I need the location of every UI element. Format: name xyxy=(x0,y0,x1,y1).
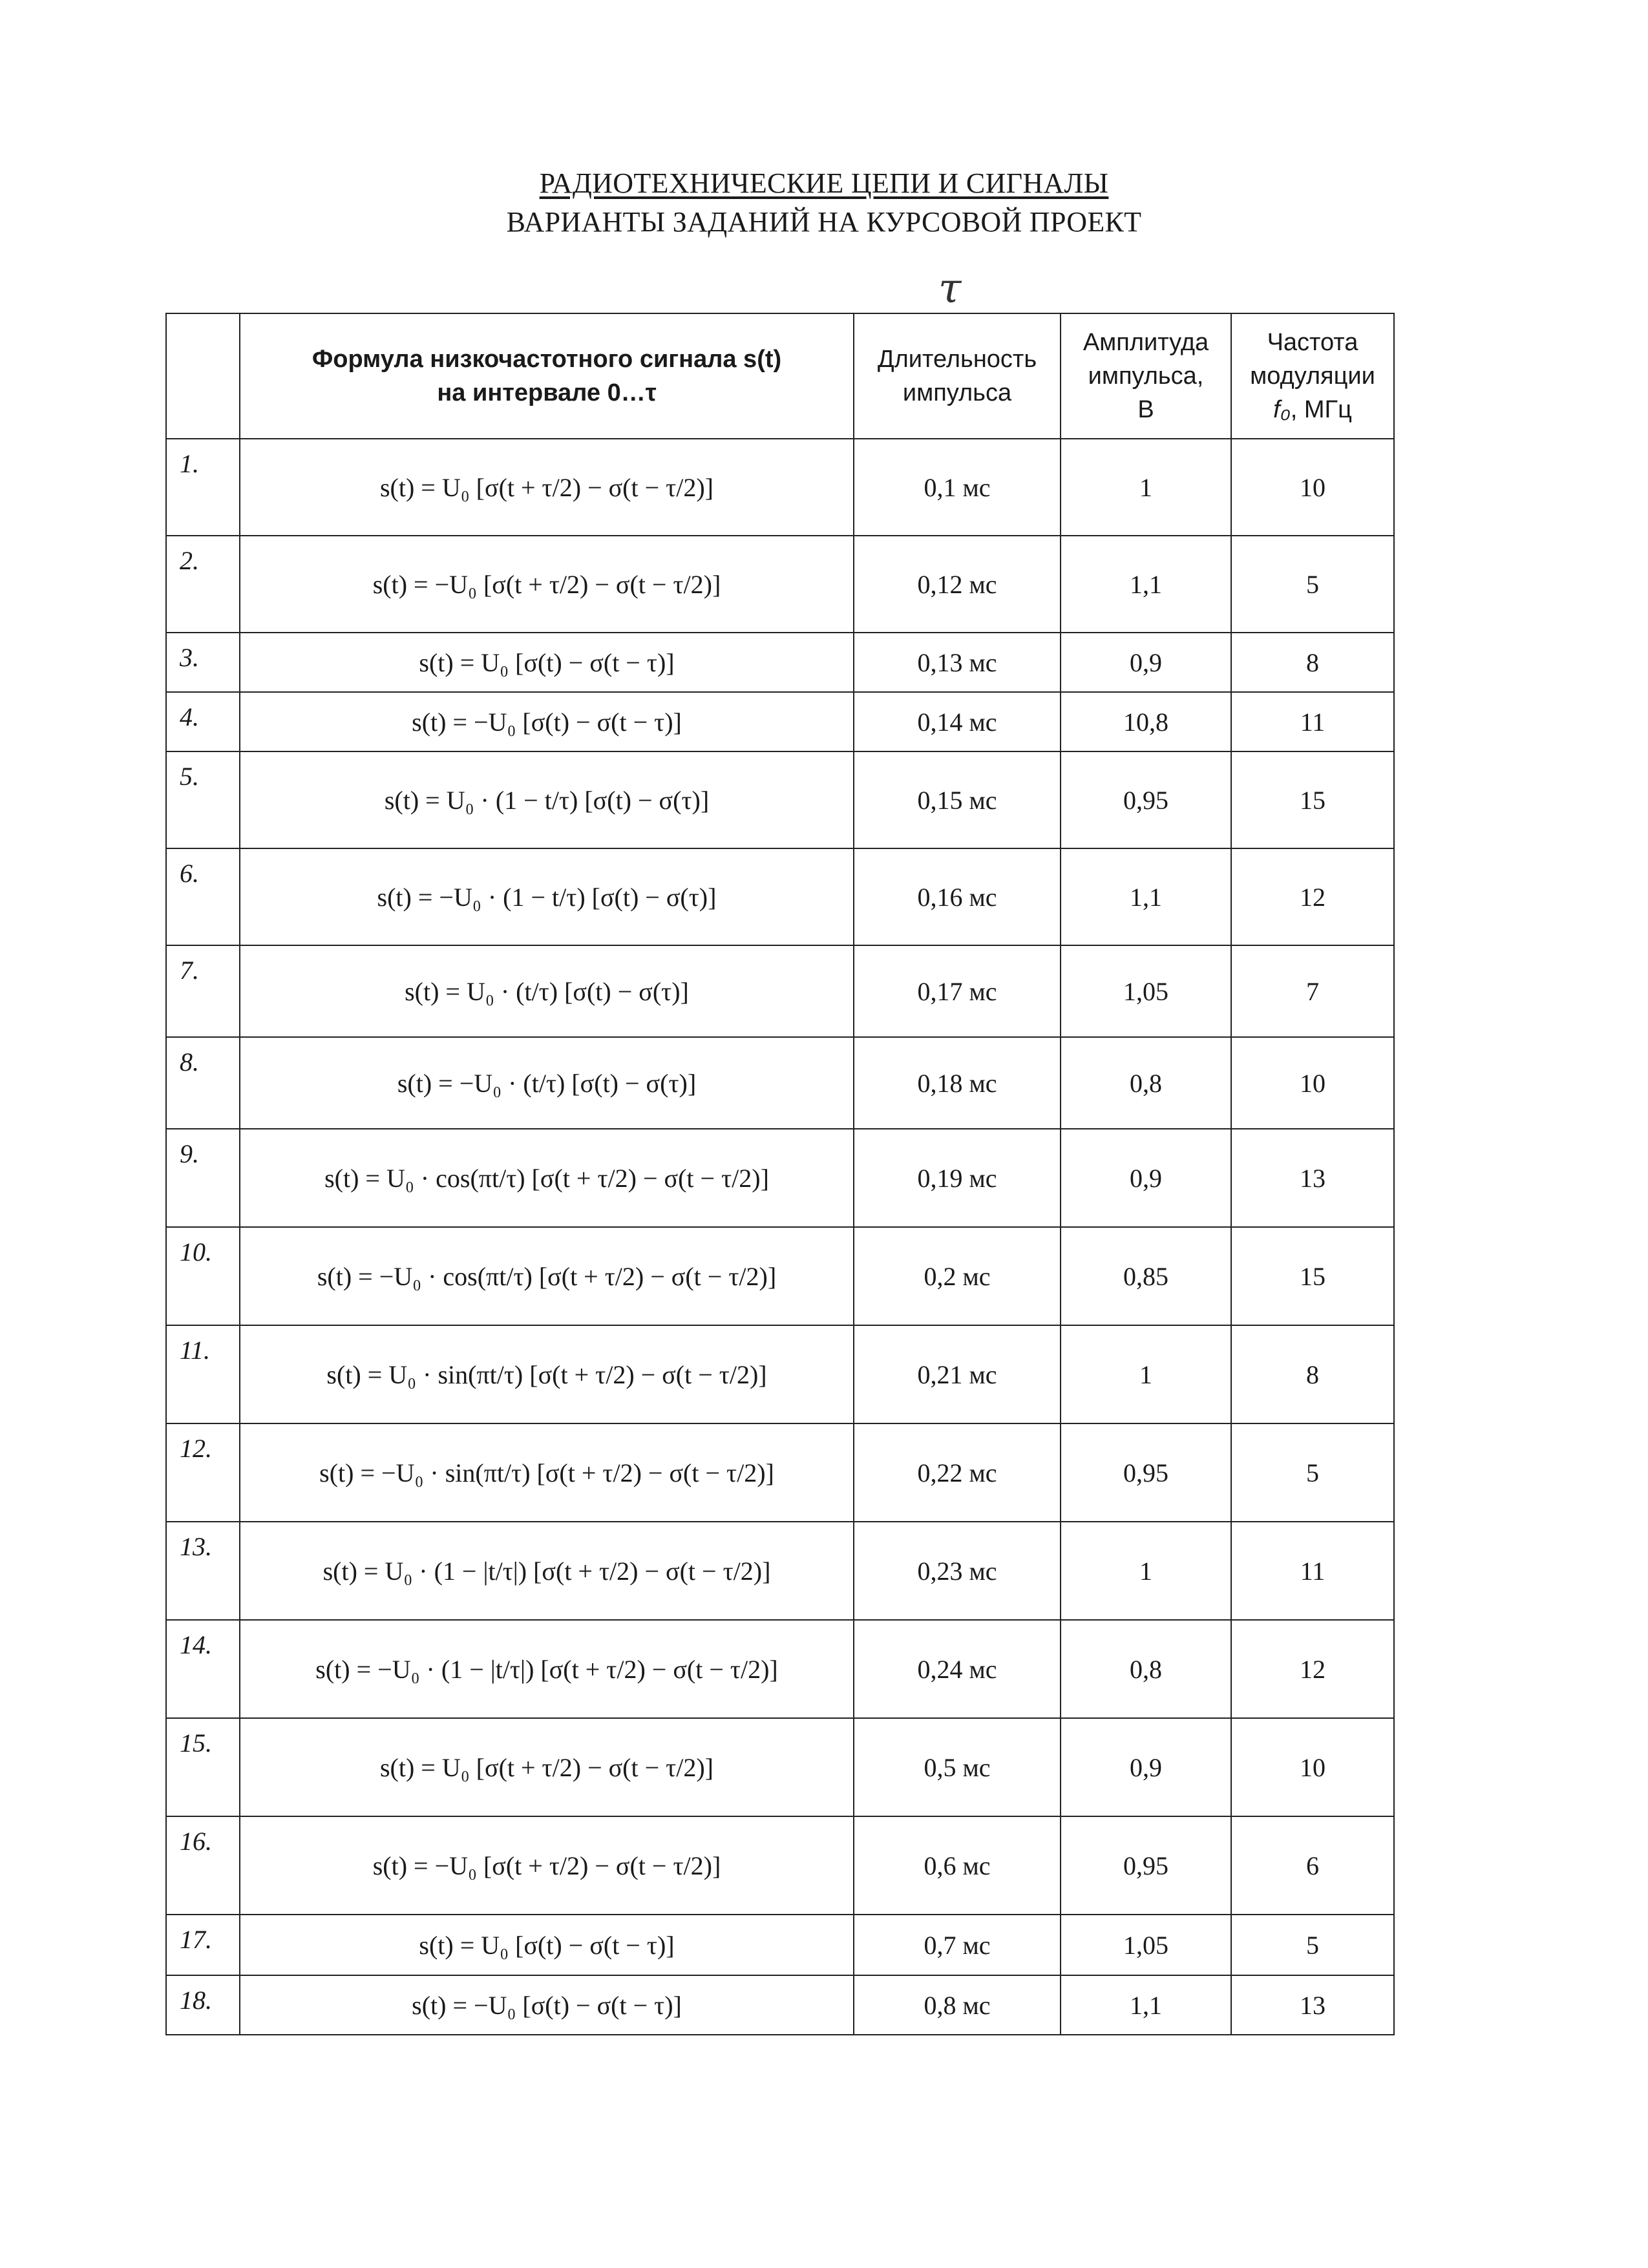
row-duration: 0,21 мс xyxy=(854,1325,1061,1423)
row-number: 16. xyxy=(166,1816,240,1915)
header-amplitude: Амплитуда импульса, В xyxy=(1061,313,1231,439)
row-number: 15. xyxy=(166,1718,240,1816)
table-row xyxy=(166,1718,1394,1816)
row-duration: 0,18 мс xyxy=(854,1037,1061,1129)
row-frequency: 13 xyxy=(1231,1129,1394,1227)
row-amplitude: 1,1 xyxy=(1061,536,1231,633)
row-number: 13. xyxy=(166,1522,240,1620)
row-duration: 0,13 мс xyxy=(854,633,1061,692)
header-duration: Длительность импульса xyxy=(854,313,1061,439)
row-frequency: 10 xyxy=(1231,439,1394,536)
row-frequency: 8 xyxy=(1231,633,1394,692)
row-number: 17. xyxy=(166,1915,240,1975)
row-number: 10. xyxy=(166,1227,240,1325)
row-duration: 0,1 мс xyxy=(854,439,1061,536)
row-number: 18. xyxy=(166,1975,240,2035)
row-amplitude: 1 xyxy=(1061,439,1231,536)
row-frequency: 12 xyxy=(1231,848,1394,945)
row-formula: s(t) = −U₀ [σ(t) − σ(t − τ)] xyxy=(240,692,854,751)
row-formula: s(t) = U₀ [σ(t) − σ(t − τ)] xyxy=(240,633,854,692)
row-frequency: 10 xyxy=(1231,1718,1394,1816)
row-number: 1. xyxy=(166,439,240,536)
table-row xyxy=(166,1816,1394,1915)
row-amplitude: 1 xyxy=(1061,1522,1231,1620)
row-formula: s(t) = U₀ · cos(πt/τ) [σ(t + τ/2) − σ(t − τ/2)] xyxy=(240,1129,854,1227)
row-duration: 0,19 мс xyxy=(854,1129,1061,1227)
row-amplitude: 1,1 xyxy=(1061,1975,1231,2035)
row-amplitude: 0,95 xyxy=(1061,751,1231,848)
table-row xyxy=(166,1975,1394,2035)
row-frequency: 13 xyxy=(1231,1975,1394,2035)
row-frequency: 15 xyxy=(1231,751,1394,848)
table-row xyxy=(166,1227,1394,1325)
row-number: 9. xyxy=(166,1129,240,1227)
table-row xyxy=(166,633,1394,692)
row-formula: s(t) = −U₀ [σ(t) − σ(t − τ)] xyxy=(240,1975,854,2035)
header-row xyxy=(166,313,1394,439)
row-amplitude: 0,95 xyxy=(1061,1816,1231,1915)
row-duration: 0,17 мс xyxy=(854,945,1061,1037)
row-formula: s(t) = −U₀ · (t/τ) [σ(t) − σ(τ)] xyxy=(240,1037,854,1129)
row-formula: s(t) = U₀ · (1 − t/τ) [σ(t) − σ(τ)] xyxy=(240,751,854,848)
row-frequency: 6 xyxy=(1231,1816,1394,1915)
row-amplitude: 1,1 xyxy=(1061,848,1231,945)
table-row xyxy=(166,1037,1394,1129)
row-number: 12. xyxy=(166,1423,240,1522)
table-row xyxy=(166,536,1394,633)
table-row xyxy=(166,1129,1394,1227)
table-row xyxy=(166,1522,1394,1620)
table-row xyxy=(166,1915,1394,1975)
table-row xyxy=(166,439,1394,536)
row-duration: 0,15 мс xyxy=(854,751,1061,848)
row-frequency: 11 xyxy=(1231,1522,1394,1620)
row-amplitude: 1,05 xyxy=(1061,945,1231,1037)
row-number: 14. xyxy=(166,1620,240,1718)
table-body xyxy=(166,439,1394,2035)
document-subtitle: ВАРИАНТЫ ЗАДАНИЙ НА КУРСОВОЙ ПРОЕКТ xyxy=(506,206,1142,238)
row-formula: s(t) = U₀ · sin(πt/τ) [σ(t + τ/2) − σ(t − τ/2)] xyxy=(240,1325,854,1423)
row-duration: 0,24 мс xyxy=(854,1620,1061,1718)
row-frequency: 12 xyxy=(1231,1620,1394,1718)
row-frequency: 10 xyxy=(1231,1037,1394,1129)
header-number xyxy=(166,313,240,439)
row-number: 8. xyxy=(166,1037,240,1129)
row-duration: 0,16 мс xyxy=(854,848,1061,945)
row-amplitude: 0,95 xyxy=(1061,1423,1231,1522)
row-amplitude: 0,8 xyxy=(1061,1037,1231,1129)
row-duration: 0,7 мс xyxy=(854,1915,1061,1975)
row-amplitude: 0,9 xyxy=(1061,633,1231,692)
row-formula: s(t) = −U₀ · (1 − t/τ) [σ(t) − σ(τ)] xyxy=(240,848,854,945)
row-formula: s(t) = −U₀ · cos(πt/τ) [σ(t + τ/2) − σ(t − τ/2)] xyxy=(240,1227,854,1325)
table-row xyxy=(166,1620,1394,1718)
row-duration: 0,12 мс xyxy=(854,536,1061,633)
row-formula: s(t) = −U₀ · sin(πt/τ) [σ(t + τ/2) − σ(t − τ/2)] xyxy=(240,1423,854,1522)
row-frequency: 7 xyxy=(1231,945,1394,1037)
row-number: 6. xyxy=(166,848,240,945)
row-duration: 0,23 мс xyxy=(854,1522,1061,1620)
row-frequency: 8 xyxy=(1231,1325,1394,1423)
header-formula: Формула низкочастотного сигнала s(t) на интервале 0…τ xyxy=(240,313,854,439)
row-amplitude: 1 xyxy=(1061,1325,1231,1423)
assignments-table xyxy=(165,313,1395,2035)
row-number: 2. xyxy=(166,536,240,633)
row-amplitude: 0,85 xyxy=(1061,1227,1231,1325)
row-formula: s(t) = −U₀ · (1 − |t/τ|) [σ(t + τ/2) − σ(t − τ/2)] xyxy=(240,1620,854,1718)
row-frequency: 5 xyxy=(1231,1423,1394,1522)
table-row xyxy=(166,692,1394,751)
row-duration: 0,22 мс xyxy=(854,1423,1061,1522)
document-title: РАДИОТЕХНИЧЕСКИЕ ЦЕПИ И СИГНАЛЫ xyxy=(539,167,1109,199)
row-formula: s(t) = −U₀ [σ(t + τ/2) − σ(t − τ/2)] xyxy=(240,1816,854,1915)
row-duration: 0,8 мс xyxy=(854,1975,1061,2035)
row-formula: s(t) = U₀ [σ(t) − σ(t − τ)] xyxy=(240,1915,854,1975)
row-frequency: 15 xyxy=(1231,1227,1394,1325)
row-duration: 0,6 мс xyxy=(854,1816,1061,1915)
row-frequency: 11 xyxy=(1231,692,1394,751)
row-duration: 0,5 мс xyxy=(854,1718,1061,1816)
row-number: 3. xyxy=(166,633,240,692)
row-frequency: 5 xyxy=(1231,1915,1394,1975)
row-formula: s(t) = U₀ · (t/τ) [σ(t) − σ(τ)] xyxy=(240,945,854,1037)
table-row xyxy=(166,848,1394,945)
handwritten-tau-mark: τ xyxy=(938,265,962,313)
row-formula: s(t) = U₀ [σ(t + τ/2) − σ(t − τ/2)] xyxy=(240,1718,854,1816)
row-formula: s(t) = U₀ · (1 − |t/τ|) [σ(t + τ/2) − σ(t − τ/2)] xyxy=(240,1522,854,1620)
header-frequency: Частота модуляции f₀, МГц xyxy=(1231,313,1394,439)
row-frequency: 5 xyxy=(1231,536,1394,633)
row-number: 5. xyxy=(166,751,240,848)
row-amplitude: 0,9 xyxy=(1061,1718,1231,1816)
row-number: 4. xyxy=(166,692,240,751)
row-number: 7. xyxy=(166,945,240,1037)
table-row xyxy=(166,1423,1394,1522)
row-amplitude: 1,05 xyxy=(1061,1915,1231,1975)
row-formula: s(t) = −U₀ [σ(t + τ/2) − σ(t − τ/2)] xyxy=(240,536,854,633)
table-row xyxy=(166,751,1394,848)
row-amplitude: 0,9 xyxy=(1061,1129,1231,1227)
table-row xyxy=(166,1325,1394,1423)
row-amplitude: 10,8 xyxy=(1061,692,1231,751)
row-amplitude: 0,8 xyxy=(1061,1620,1231,1718)
row-duration: 0,14 мс xyxy=(854,692,1061,751)
row-duration: 0,2 мс xyxy=(854,1227,1061,1325)
row-formula: s(t) = U₀ [σ(t + τ/2) − σ(t − τ/2)] xyxy=(240,439,854,536)
row-number: 11. xyxy=(166,1325,240,1423)
table-row xyxy=(166,945,1394,1037)
